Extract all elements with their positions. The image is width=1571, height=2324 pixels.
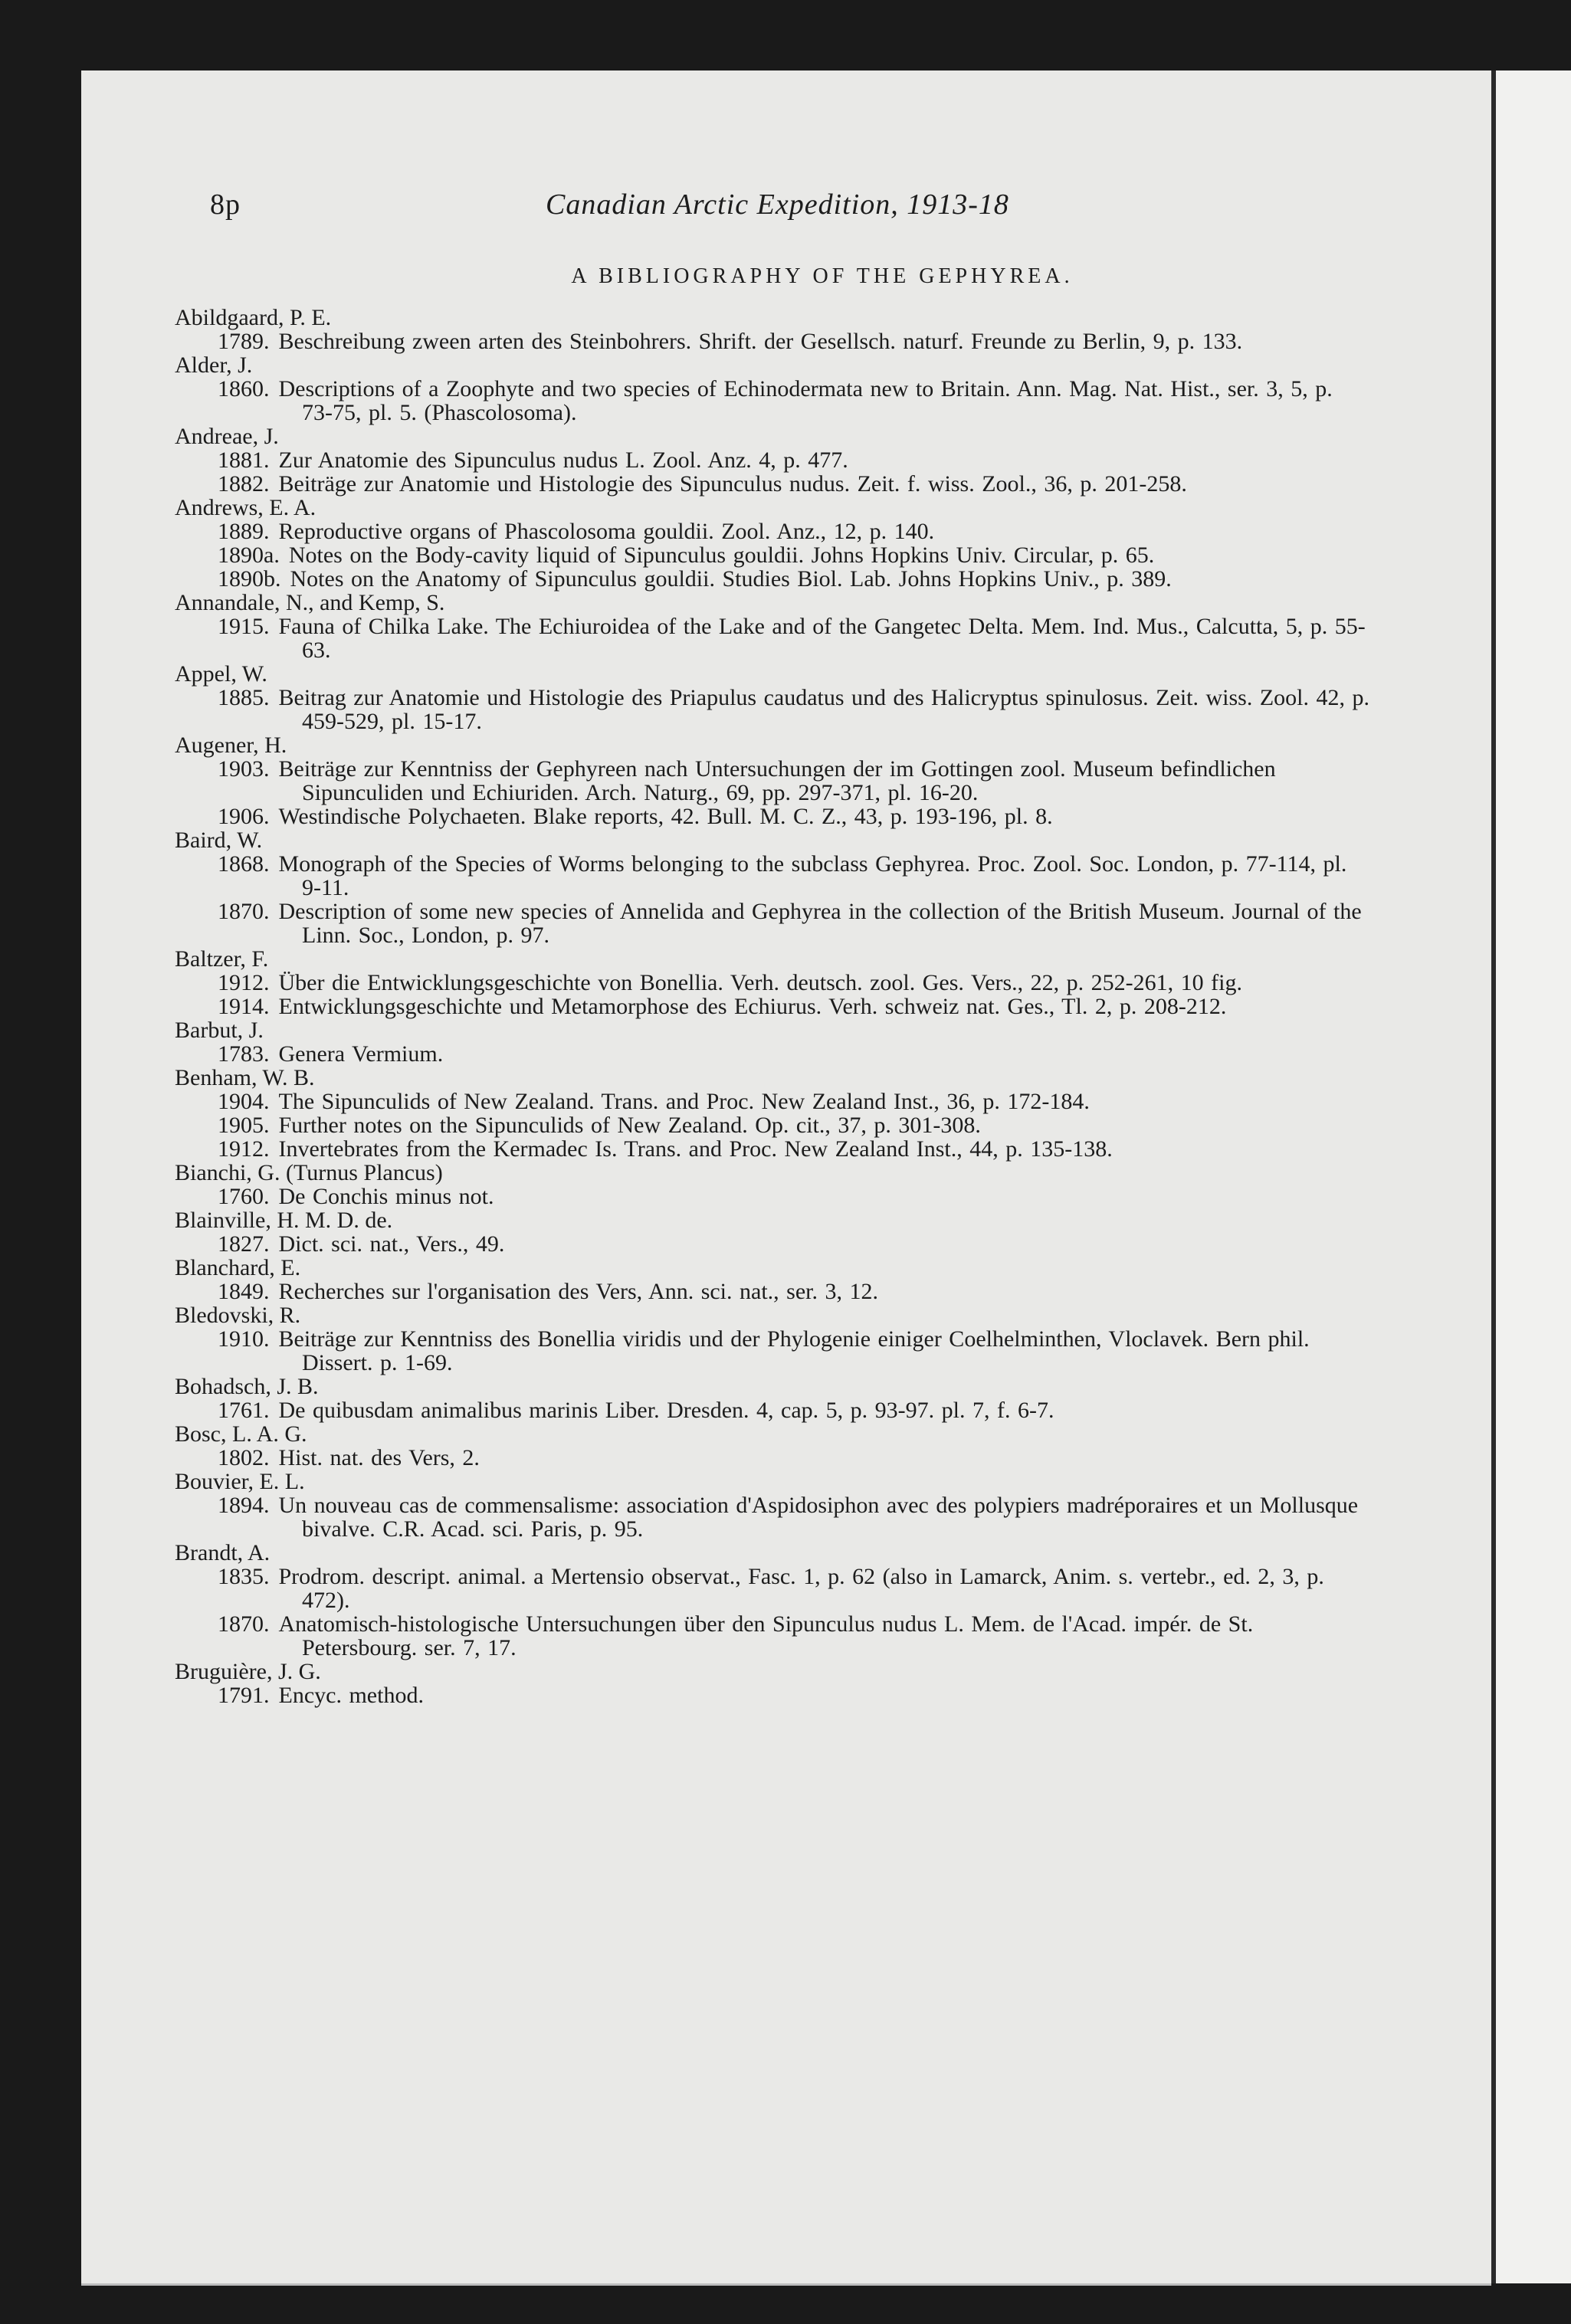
entry-text: Anatomisch-histologische Untersuchungen über den Sipunculus nudus L. Mem. de l'Acad. impér. de St. Petersbourg. ser. 7, 17. <box>278 1611 1254 1660</box>
entry-year: 1903. <box>218 756 270 782</box>
entry-text: Entwicklungsgeschichte und Metamorphose des Echiurus. Verh. schweiz nat. Ges., Tl. 2, p. 208-212. <box>278 994 1227 1019</box>
bibliography-entry <box>175 995 1370 1018</box>
bibliography-author: Abildgaard, P. E. <box>175 305 332 330</box>
entry-text: Un nouveau cas de commensalisme: association d'Aspidosiphon avec des polypiers madréporaires et un Mollusque bivalve. C.R. Acad. sci. Paris, p. 95. <box>278 1493 1359 1542</box>
bibliography-entry <box>175 1327 1370 1375</box>
bibliography-author: Blainville, H. M. D. de. <box>175 1208 393 1233</box>
bibliography-author: Brandt, A. <box>175 1540 271 1565</box>
entry-year: 1789. <box>218 329 270 354</box>
bibliography-entry <box>175 1446 1370 1470</box>
entry-year: 1889. <box>218 519 270 544</box>
entry-year: 1835. <box>218 1564 270 1589</box>
entry-text: Beschreibung zween arten des Steinbohrers. Shrift. der Gesellsch. naturf. Freunde zu Berlin, 9, p. 133. <box>278 329 1243 354</box>
entry-year: 1915. <box>218 614 270 639</box>
entry-year: 1881. <box>218 447 270 473</box>
bibliography-author: Baltzer, F. <box>175 946 269 972</box>
entry-year: 1870. <box>218 1611 270 1637</box>
entry-year: 1890b. <box>218 566 281 592</box>
entry-text: Encyc. method. <box>278 1683 424 1708</box>
bibliography-author: Bohadsch, J. B. <box>175 1374 319 1399</box>
bibliography-entry <box>175 520 1370 543</box>
entry-year: 1827. <box>218 1231 270 1257</box>
entry-text: Beiträge zur Kenntniss der Gephyreen nach Untersuchungen der im Gottingen zool. Museum befindlichen Sipunculiden und Echiuriden. Arch. Naturg., 69, pp. 297-371, pl. 16-20. <box>278 756 1276 805</box>
bibliography-entry <box>175 615 1370 662</box>
running-title: Canadian Arctic Expedition, 1913-18 <box>546 188 1009 221</box>
entry-text: Prodrom. descript. animal. a Mertensio observat., Fasc. 1, p. 62 (also in Lamarck, Anim. s. vertebr., ed. 2, 3, p. 472). <box>278 1564 1324 1613</box>
bibliography-author: Annandale, N., and Kemp, S. <box>175 590 445 615</box>
entry-year: 1882. <box>218 471 270 497</box>
bibliography-author: Blanchard, E. <box>175 1255 301 1280</box>
entry-year: 1914. <box>218 994 270 1019</box>
entry-text: Beiträge zur Anatomie und Histologie des Sipunculus nudus. Zeit. f. wiss. Zool., 36, p. 201-258. <box>278 471 1187 497</box>
bibliography-author: Benham, W. B. <box>175 1065 315 1090</box>
bibliography-author: Bianchi, G. (Turnus Plancus) <box>175 1160 443 1185</box>
entry-text: Beitrag zur Anatomie und Histologie des Priapulus caudatus und des Halicryptus spinulosus. Zeit. wiss. Zool. 42, p. 459-529, pl. 15-17. <box>278 685 1369 734</box>
bibliography-entry <box>175 1612 1370 1660</box>
page-header <box>175 188 1370 234</box>
bibliography-entry <box>175 377 1370 424</box>
bibliography-entry <box>175 1113 1370 1137</box>
bibliography-entry <box>175 1280 1370 1303</box>
bibliography-author: Alder, J. <box>175 352 253 378</box>
entry-year: 1860. <box>218 376 270 402</box>
bibliography-entry <box>175 1493 1370 1541</box>
entry-text: Westindische Polychaeten. Blake reports, 42. Bull. M. C. Z., 43, p. 193-196, pl. 8. <box>278 804 1053 829</box>
entry-year: 1870. <box>218 899 270 924</box>
bibliography-author: Bledovski, R. <box>175 1303 301 1328</box>
entry-text: Monograph of the Species of Worms belonging to the subclass Gephyrea. Proc. Zool. Soc. London, p. 77-114, pl. 9-11. <box>278 851 1347 900</box>
entry-year: 1912. <box>218 1136 270 1162</box>
entry-text: Zur Anatomie des Sipunculus nudus L. Zool. Anz. 4, p. 477. <box>278 447 848 473</box>
bibliography-author: Bouvier, E. L. <box>175 1469 305 1494</box>
entry-year: 1868. <box>218 851 270 877</box>
bibliography-entry <box>175 329 1370 353</box>
entry-year: 1910. <box>218 1326 270 1352</box>
bibliography-entry <box>175 1398 1370 1422</box>
bibliography-list <box>175 306 1370 1707</box>
entry-year: 1885. <box>218 685 270 710</box>
entry-text: Description of some new species of Annelida and Gephyrea in the collection of the British Museum. Journal of the Linn. Soc., London, p. 97. <box>278 899 1362 948</box>
entry-text: The Sipunculids of New Zealand. Trans. and Proc. New Zealand Inst., 36, p. 172-184. <box>278 1089 1090 1114</box>
bibliography-entry <box>175 1232 1370 1256</box>
entry-year: 1761. <box>218 1398 270 1423</box>
bibliography-entry <box>175 852 1370 900</box>
entry-text: De Conchis minus not. <box>278 1184 494 1209</box>
entry-text: Genera Vermium. <box>278 1041 444 1067</box>
bibliography-author: Barbut, J. <box>175 1018 264 1043</box>
bibliography-author: Andreae, J. <box>175 424 279 449</box>
bibliography-author: Baird, W. <box>175 828 263 853</box>
bibliography-author: Augener, H. <box>175 733 287 758</box>
entry-year: 1904. <box>218 1089 270 1114</box>
bibliography-entry <box>175 900 1370 947</box>
page-content <box>175 188 1370 1707</box>
bibliography-author: Andrews, E. A. <box>175 495 316 520</box>
bibliography-entry <box>175 1565 1370 1612</box>
entry-text: Beiträge zur Kenntniss des Bonellia viridis und der Phylogenie einiger Coelhelminthen, Vloclavek. Bern phil. Dissert. p. 1-69. <box>278 1326 1310 1375</box>
bibliography-author: Bosc, L. A. G. <box>175 1421 307 1447</box>
entry-year: 1760. <box>218 1184 270 1209</box>
entry-text: Über die Entwicklungsgeschichte von Bonellia. Verh. deutsch. zool. Ges. Vers., 22, p. 252-261, 10 fig. <box>278 970 1243 995</box>
entry-text: Fauna of Chilka Lake. The Echiuroidea of the Lake and of the Gangetec Delta. Mem. Ind. Mus., Calcutta, 5, p. 55-63. <box>278 614 1366 663</box>
entry-year: 1783. <box>218 1041 270 1067</box>
page-number: 8p <box>210 188 241 221</box>
bibliography-entry <box>175 1185 1370 1208</box>
bibliography-author: Bruguière, J. G. <box>175 1659 321 1684</box>
entry-year: 1912. <box>218 970 270 995</box>
entry-text: Invertebrates from the Kermadec Is. Trans. and Proc. New Zealand Inst., 44, p. 135-138. <box>278 1136 1113 1162</box>
bibliography-entry <box>175 1042 1370 1066</box>
bibliography-entry <box>175 1137 1370 1161</box>
entry-year: 1905. <box>218 1113 270 1138</box>
entry-text: Reproductive organs of Phascolosoma gouldii. Zool. Anz., 12, p. 140. <box>278 519 935 544</box>
entry-year: 1791. <box>218 1683 270 1708</box>
bibliography-entry <box>175 1090 1370 1113</box>
bibliography-entry <box>175 472 1370 496</box>
entry-text: Hist. nat. des Vers, 2. <box>278 1445 480 1470</box>
bibliography-entry <box>175 1683 1370 1707</box>
entry-year: 1802. <box>218 1445 270 1470</box>
entry-text: Further notes on the Sipunculids of New Zealand. Op. cit., 37, p. 301-308. <box>278 1113 981 1138</box>
facing-page-edge <box>1491 70 1571 2283</box>
section-heading: A BIBLIOGRAPHY OF THE GEPHYREA. <box>571 264 1074 288</box>
bibliography-entry <box>175 757 1370 805</box>
bibliography-entry <box>175 448 1370 472</box>
entry-text: Notes on the Body-cavity liquid of Sipunculus gouldii. Johns Hopkins Univ. Circular, p. 65. <box>288 542 1155 568</box>
bibliography-entry <box>175 686 1370 733</box>
entry-year: 1894. <box>218 1493 270 1518</box>
bibliography-entry <box>175 567 1370 591</box>
entry-year: 1849. <box>218 1279 270 1304</box>
entry-text: Dict. sci. nat., Vers., 49. <box>278 1231 505 1257</box>
bibliography-author: Appel, W. <box>175 661 267 687</box>
entry-text: De quibusdam animalibus marinis Liber. Dresden. 4, cap. 5, p. 93-97. pl. 7, f. 6-7. <box>278 1398 1054 1423</box>
entry-year: 1906. <box>218 804 270 829</box>
bibliography-entry <box>175 543 1370 567</box>
entry-text: Notes on the Anatomy of Sipunculus gouldii. Studies Biol. Lab. Johns Hopkins Univ., p. 389. <box>290 566 1172 592</box>
entry-text: Descriptions of a Zoophyte and two species of Echinodermata new to Britain. Ann. Mag. Nat. Hist., ser. 3, 5, p. 73-75, pl. 5. (Phascolosoma). <box>278 376 1333 425</box>
bibliography-entry <box>175 971 1370 995</box>
entry-year: 1890a. <box>218 542 280 568</box>
bibliography-entry <box>175 805 1370 828</box>
entry-text: Recherches sur l'organisation des Vers, Ann. sci. nat., ser. 3, 12. <box>278 1279 878 1304</box>
